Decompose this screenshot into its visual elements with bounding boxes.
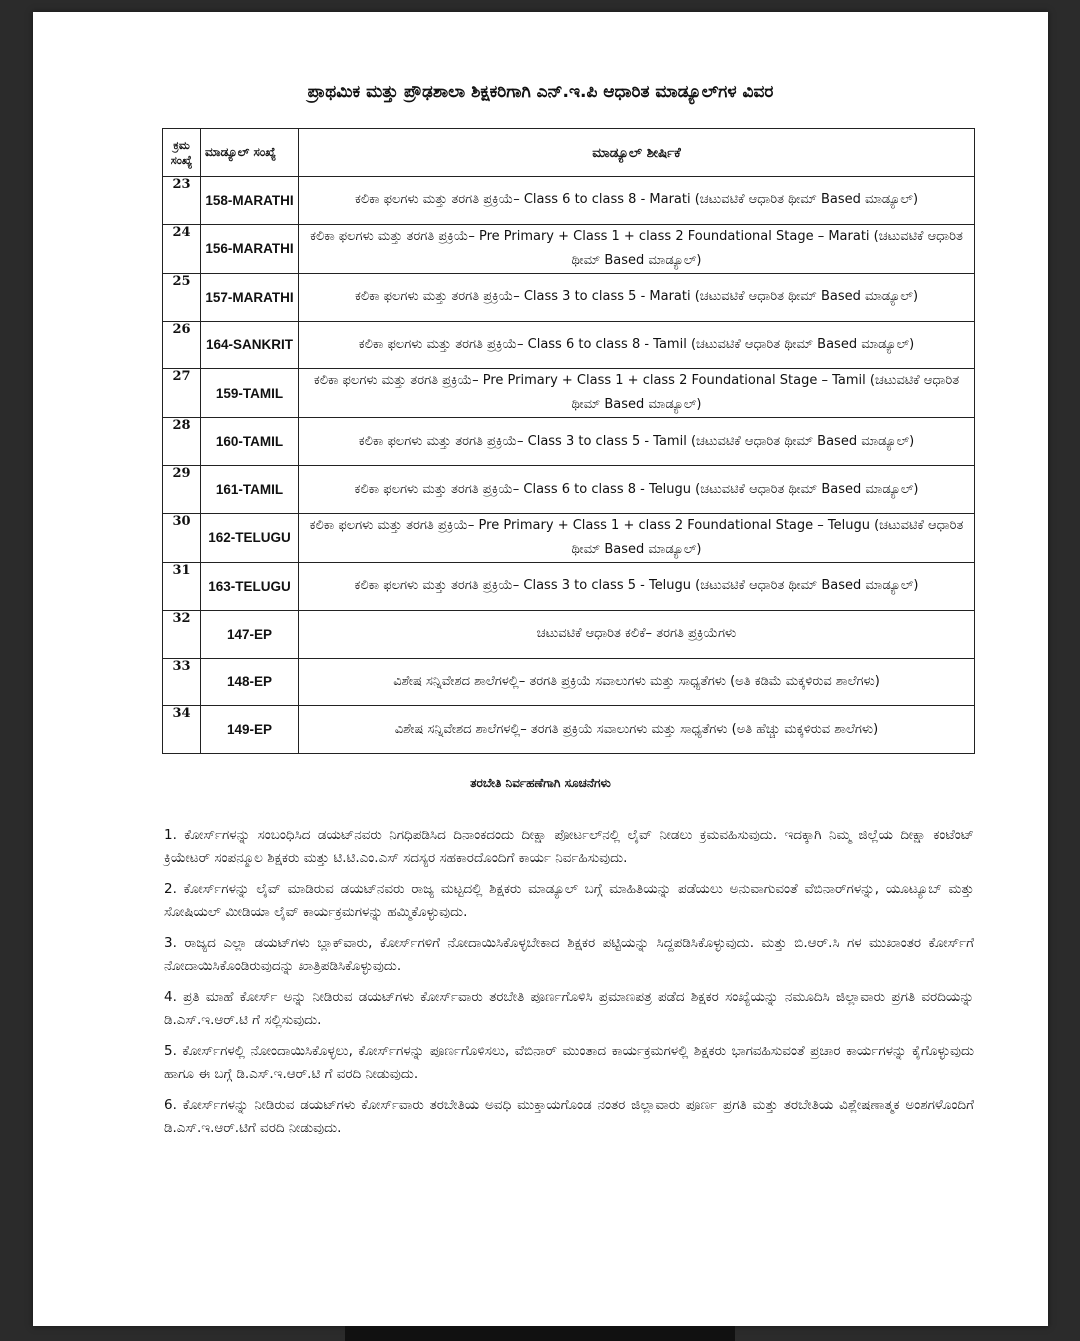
instruction-item: 1. ಕೋರ್ಸ್‌ಗಳನ್ನು ಸಂಬಂಧಿಸಿದ ಡಯಟ್‌ನವರು ನಿಗಧಿಪಡಿಸಿದ ದಿನಾಂಕದಂದು ದೀಕ್ಷಾ ಪೋರ್ಟಲ್‌ನಲ್ಲಿ ಲೈವ್ ನೀಡಲು ಕ್ರಮವಹಿಸುವುದು. ಇದಕ್ಕಾಗಿ ನಿಮ್ಮ ಜಿಲ್ಲೆಯ ದೀಕ್ಷಾ ಕಂಟೆಂಟ್ ಕ್ರಿಯೇಟರ್ ಸಂಪನ್ಮೂಲ ಶಿಕ್ಷಕರು ಮತ್ತು ಟಿ.ಟಿ.ಎಂ.ಎಸ್ ಸದಸ್ಯರ ಸಹಕಾರದೊಂದಿಗೆ ಕಾರ್ಯ ನಿರ್ವಹಿಸುವುದು. [164,827,974,866]
instructions-list [164,824,974,1148]
table-row [163,224,975,273]
modules-table [162,128,975,754]
instructions-heading: ತರಬೇತಿ ನಿರ್ವಹಣೆಗಾಗಿ ಸೂಚನೆಗಳು [470,776,611,790]
row-module-title: ವಿಶೇಷ ಸನ್ನಿವೇಶದ ಶಾಲೆಗಳಲ್ಲಿ– ತರಗತಿ ಪ್ರಕ್ರಿಯೆ ಸವಾಲುಗಳು ಮತ್ತು ಸಾಧ್ಯತೆಗಳು (ಅತಿ ಹೆಚ್ಚು ಮಕ್ಕಳಿರುವ ಶಾಲೆಗಳು) [299,706,975,754]
row-module-title: ಕಲಿಕಾ ಫಲಗಳು ಮತ್ತು ತರಗತಿ ಪ್ರಕ್ರಿಯೆ– Pre Primary + Class 1 + class 2 Foundational Stage – Marati (ಚಟುವಟಿಕೆ ಆಧಾರಿತ ಥೀಮ್ Based ಮಾಡ್ಯೂಲ್) [299,224,975,273]
row-module-title: ಕಲಿಕಾ ಫಲಗಳು ಮತ್ತು ತರಗತಿ ಪ್ರಕ್ರಿಯೆ– Class 3 to class 5 - Telugu (ಚಟುವಟಿಕೆ ಆಧಾರಿತ ಥೀಮ್ Based ಮಾಡ್ಯೂಲ್) [299,562,975,610]
instruction-item: 4. ಪ್ರತಿ ಮಾಹೆ ಕೋರ್ಸ್ ಅನ್ನು ನೀಡಿರುವ ಡಯಟ್‌ಗಳು ಕೋರ್ಸ್‌ವಾರು ತರಬೇತಿ ಪೂರ್ಣಗೊಳಿಸಿ ಪ್ರಮಾಣಪತ್ರ ಪಡೆದ ಶಿಕ್ಷಕರ ಸಂಖ್ಯೆಯನ್ನು ನಮೂದಿಸಿ ಜಿಲ್ಲಾವಾರು ಪ್ರಗತಿ ವರದಿಯನ್ನು ಡಿ.ಎಸ್.ಇ.ಆರ್.ಟಿ ಗೆ ಸಲ್ಲಿಸುವುದು. [164,989,974,1028]
row-sl-no: 33 [163,658,201,706]
table-row [163,418,975,466]
header-sl-no: ಕ್ರಮ ಸಂಖ್ಯೆ [163,129,201,177]
table-row [163,273,975,321]
row-module-title: ಕಲಿಕಾ ಫಲಗಳು ಮತ್ತು ತರಗತಿ ಪ್ರಕ್ರಿಯೆ– Class 6 to class 8 - Telugu (ಚಟುವಟಿಕೆ ಆಧಾರಿತ ಥೀಮ್ Based ಮಾಡ್ಯೂಲ್) [299,466,975,514]
viewer-bottom-strip [345,1326,735,1341]
row-sl-no: 23 [163,177,201,225]
row-module-no: 159-TAMIL [201,369,299,418]
table-row [163,658,975,706]
row-module-title: ಕಲಿಕಾ ಫಲಗಳು ಮತ್ತು ತರಗತಿ ಪ್ರಕ್ರಿಯೆ– Class 6 to class 8 - Marati (ಚಟುವಟಿಕೆ ಆಧಾರಿತ ಥೀಮ್ Based ಮಾಡ್ಯೂಲ್) [299,177,975,225]
table-row [163,513,975,562]
row-sl-no: 25 [163,273,201,321]
row-module-no: 162-TELUGU [201,513,299,562]
row-sl-no: 26 [163,321,201,369]
row-module-title: ವಿಶೇಷ ಸನ್ನಿವೇಶದ ಶಾಲೆಗಳಲ್ಲಿ– ತರಗತಿ ಪ್ರಕ್ರಿಯೆ ಸವಾಲುಗಳು ಮತ್ತು ಸಾಧ್ಯತೆಗಳು (ಅತಿ ಕಡಿಮೆ ಮಕ್ಕಳಿರುವ ಶಾಲೆಗಳು) [299,658,975,706]
row-sl-no: 27 [163,369,201,418]
header-module-title: ಮಾಡ್ಯೂಲ್ ಶೀರ್ಷಿಕೆ [299,129,975,177]
row-module-no: 147-EP [201,610,299,658]
row-module-title: ಚಟುವಟಿಕೆ ಆಧಾರಿತ ಕಲಿಕೆ– ತರಗತಿ ಪ್ರಕ್ರಿಯೆಗಳು [299,610,975,658]
row-module-no: 164-SANKRIT [201,321,299,369]
table-row [163,369,975,418]
instruction-item: 6. ಕೋರ್ಸ್‌ಗಳನ್ನು ನೀಡಿರುವ ಡಯಟ್‌ಗಳು ಕೋರ್ಸ್‌ವಾರು ತರಬೇತಿಯ ಅವಧಿ ಮುಕ್ತಾಯಗೊಂಡ ನಂತರ ಜಿಲ್ಲಾವಾರು ಪೂರ್ಣ ಪ್ರಗತಿ ಮತ್ತು ತರಬೇತಿಯ ವಿಶ್ಲೇಷಣಾತ್ಮಕ ಅಂಶಗಳೊಂದಿಗೆ ಡಿ.ಎಸ್.ಇ.ಆರ್.ಟಿಗೆ ವರದಿ ನೀಡುವುದು. [164,1097,974,1136]
row-module-no: 163-TELUGU [201,562,299,610]
instruction-item: 2. ಕೋರ್ಸ್‌ಗಳನ್ನು ಲೈವ್ ಮಾಡಿರುವ ಡಯಟ್‌ನವರು ರಾಜ್ಯ ಮಟ್ಟದಲ್ಲಿ ಶಿಕ್ಷಕರು ಮಾಡ್ಯೂಲ್ ಬಗ್ಗೆ ಮಾಹಿತಿಯನ್ನು ಪಡೆಯಲು ಅನುವಾಗುವಂತೆ ವೆಬಿನಾರ್‌ಗಳನ್ನು, ಯೂಟ್ಯೂಬ್ ಮತ್ತು ಸೋಷಿಯಲ್ ಮೀಡಿಯಾ ಲೈವ್ ಕಾರ್ಯಕ್ರಮಗಳನ್ನು ಹಮ್ಮಿಕೊಳ್ಳುವುದು. [164,881,974,920]
table-row [163,562,975,610]
row-sl-no: 28 [163,418,201,466]
page-title: ಪ್ರಾಥಮಿಕ ಮತ್ತು ಪ್ರೌಢಶಾಲಾ ಶಿಕ್ಷಕರಿಗಾಗಿ ಎನ್.ಇ.ಪಿ ಆಧಾರಿತ ಮಾಡ್ಯೂಲ್‌ಗಳ ವಿವರ [307,82,774,102]
instruction-item: 3. ರಾಜ್ಯದ ಎಲ್ಲಾ ಡಯಟ್‌ಗಳು ಬ್ಲಾಕ್‌ವಾರು, ಕೋರ್ಸ್‌ಗಳಿಗೆ ನೋದಾಯಿಸಿಕೊಳ್ಳಬೇಕಾದ ಶಿಕ್ಷಕರ ಪಟ್ಟಿಯನ್ನು ಸಿದ್ದಪಡಿಸಿಕೊಳ್ಳುವುದು. ಮತ್ತು ಬಿ.ಆರ್.ಸಿ ಗಳ ಮುಖಾಂತರ ಕೋರ್ಸ್‌ಗೆ ನೋದಾಯಿಸಿಕೊಂಡಿರುವುದನ್ನು ಖಾತ್ರಿಪಡಿಸಿಕೊಳ್ಳುವುದು. [164,935,974,974]
table-row [163,321,975,369]
row-sl-no: 32 [163,610,201,658]
row-module-no: 148-EP [201,658,299,706]
row-sl-no: 24 [163,224,201,273]
row-module-title: ಕಲಿಕಾ ಫಲಗಳು ಮತ್ತು ತರಗತಿ ಪ್ರಕ್ರಿಯೆ– Pre Primary + Class 1 + class 2 Foundational Stage – Tamil (ಚಟುವಟಿಕೆ ಆಧಾರಿತ ಥೀಮ್ Based ಮಾಡ್ಯೂಲ್) [299,369,975,418]
table-row [163,466,975,514]
row-module-no: 161-TAMIL [201,466,299,514]
table-row [163,706,975,754]
row-module-no: 156-MARATHI [201,224,299,273]
table-row [163,177,975,225]
row-module-no: 149-EP [201,706,299,754]
row-sl-no: 29 [163,466,201,514]
row-module-title: ಕಲಿಕಾ ಫಲಗಳು ಮತ್ತು ತರಗತಿ ಪ್ರಕ್ರಿಯೆ– Pre Primary + Class 1 + class 2 Foundational Stage – Telugu (ಚಟುವಟಿಕೆ ಆಧಾರಿತ ಥೀಮ್ Based ಮಾಡ್ಯೂಲ್) [299,513,975,562]
row-module-no: 160-TAMIL [201,418,299,466]
row-module-title: ಕಲಿಕಾ ಫಲಗಳು ಮತ್ತು ತರಗತಿ ಪ್ರಕ್ರಿಯೆ– Class 3 to class 5 - Marati (ಚಟುವಟಿಕೆ ಆಧಾರಿತ ಥೀಮ್ Based ಮಾಡ್ಯೂಲ್) [299,273,975,321]
row-module-title: ಕಲಿಕಾ ಫಲಗಳು ಮತ್ತು ತರಗತಿ ಪ್ರಕ್ರಿಯೆ– Class 6 to class 8 - Tamil (ಚಟುವಟಿಕೆ ಆಧಾರಿತ ಥೀಮ್ Based ಮಾಡ್ಯೂಲ್) [299,321,975,369]
document-page [33,12,1048,1326]
table-header-row [163,129,975,177]
instruction-item: 5. ಕೋರ್ಸ್‌ಗಳಲ್ಲಿ ನೋಂದಾಯಿಸಿಕೊಳ್ಳಲು, ಕೋರ್ಸ್‌ಗಳನ್ನು ಪೂರ್ಣಗೊಳಿಸಲು, ವೆಬಿನಾರ್ ಮುಂತಾದ ಕಾರ್ಯಕ್ರಮಗಳಲ್ಲಿ ಶಿಕ್ಷಕರು ಭಾಗವಹಿಸುವಂತೆ ಪ್ರಚಾರ ಕಾರ್ಯಗಳನ್ನು ಕೈಗೊಳ್ಳುವುದು ಹಾಗೂ ಈ ಬಗ್ಗೆ ಡಿ.ಎಸ್.ಇ.ಆರ್.ಟಿ ಗೆ ವರದಿ ನೀಡುವುದು. [164,1043,974,1082]
row-module-title: ಕಲಿಕಾ ಫಲಗಳು ಮತ್ತು ತರಗತಿ ಪ್ರಕ್ರಿಯೆ– Class 3 to class 5 - Tamil (ಚಟುವಟಿಕೆ ಆಧಾರಿತ ಥೀಮ್ Based ಮಾಡ್ಯೂಲ್) [299,418,975,466]
row-sl-no: 34 [163,706,201,754]
row-module-no: 158-MARATHI [201,177,299,225]
table-row [163,610,975,658]
row-module-no: 157-MARATHI [201,273,299,321]
row-sl-no: 30 [163,513,201,562]
row-sl-no: 31 [163,562,201,610]
header-module-no: ಮಾಡ್ಯೂಲ್ ಸಂಖ್ಯೆ [201,129,299,177]
